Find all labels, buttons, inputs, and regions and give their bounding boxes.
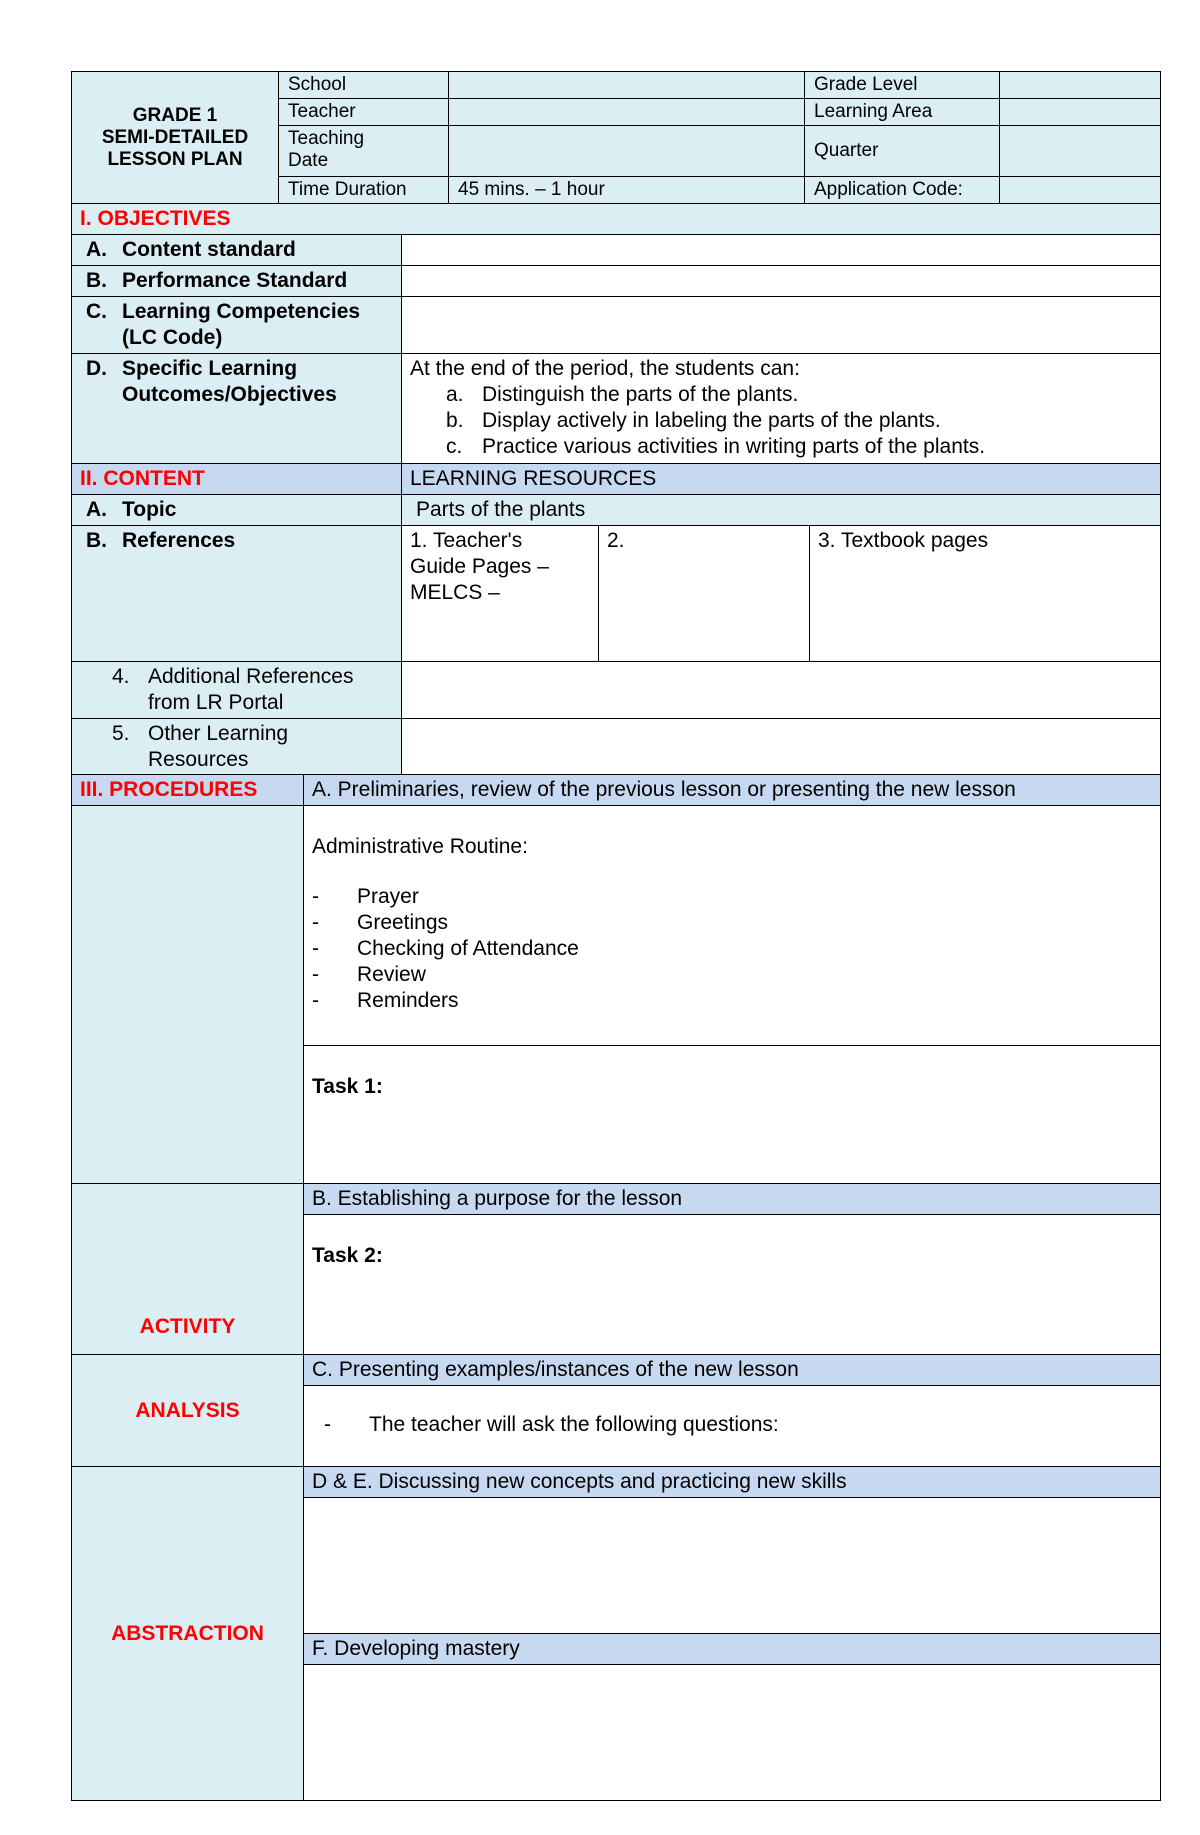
administrative-routine-cell (304, 806, 1161, 1046)
additional-references-value (402, 661, 1161, 718)
time-duration-value: 45 mins. – 1 hour (449, 177, 805, 204)
list-item: c. Practice various activities in writing parts of the plants. (446, 434, 986, 458)
discussing-concepts-content (304, 1498, 1161, 1634)
quarter-label: Quarter (805, 126, 1000, 177)
task-2: Task 2: (304, 1215, 1161, 1355)
objectives-heading: I. OBJECTIVES (72, 203, 1161, 234)
list-item: - Review (312, 963, 426, 986)
developing-mastery-content (304, 1665, 1161, 1801)
list-item: - Reminders (312, 989, 459, 1012)
establishing-purpose-heading: B. Establishing a purpose for the lesson (304, 1184, 1161, 1215)
objectives-content-table (71, 203, 1161, 776)
textbook-pages-reference: 3. Textbook pages (810, 525, 1161, 661)
performance-standard-value (402, 265, 1161, 296)
analysis-list (324, 1412, 1152, 1438)
list-item: - The teacher will ask the following questions: (324, 1413, 779, 1436)
content-heading: II. CONTENT (72, 463, 402, 494)
procedures-heading: III. PROCEDURES (72, 775, 304, 806)
learning-area-value (1000, 99, 1161, 126)
topic-value: Parts of the plants (402, 494, 1161, 525)
abstraction-label: ABSTRACTION (72, 1467, 304, 1801)
reference-2: 2. (599, 525, 810, 661)
learning-area-label: Learning Area (805, 99, 1000, 126)
teaching-date-label: Teaching Date (279, 126, 449, 177)
teacher-label: Teacher (279, 99, 449, 126)
developing-mastery-heading: F. Developing mastery (304, 1634, 1161, 1665)
grade-level-value (1000, 72, 1161, 99)
analysis-content (304, 1386, 1161, 1467)
analysis-label: ANALYSIS (72, 1355, 304, 1467)
preliminaries-heading: A. Preliminaries, review of the previous lesson or presenting the new lesson (304, 775, 1161, 806)
performance-standard-label: B. Performance Standard (72, 265, 402, 296)
header-table (71, 71, 1161, 204)
preliminaries-side-cell (72, 806, 304, 1184)
document-title: GRADE 1 SEMI-DETAILED LESSON PLAN (72, 72, 279, 204)
teacher-value (449, 99, 805, 126)
routine-list (312, 884, 1152, 1014)
topic-label: A. Topic (72, 494, 402, 525)
list-item: a. Distinguish the parts of the plants. (446, 382, 799, 406)
lesson-plan-document (71, 71, 1160, 1801)
application-code-value (1000, 177, 1161, 204)
quarter-value (1000, 126, 1161, 177)
references-label: B. References (72, 525, 402, 661)
learning-resources-heading: LEARNING RESOURCES (402, 463, 1161, 494)
other-resources-value (402, 718, 1161, 775)
time-duration-label: Time Duration (279, 177, 449, 204)
activity-label: ACTIVITY (72, 1184, 304, 1355)
school-value (449, 72, 805, 99)
list-item: - Greetings (312, 911, 449, 934)
list-item: - Prayer (312, 885, 419, 908)
objectives-list (410, 382, 1152, 460)
specific-objectives-value: At the end of the period, the students can: a. Distinguish the parts of the plants. b. Display actively in labeling the parts of the plants. c. Practice various activities in writing parts of the plants. (402, 353, 1161, 463)
teaching-date-value (449, 126, 805, 177)
procedures-table (71, 774, 1161, 1801)
list-item: b. Display actively in labeling the parts of the plants. (446, 408, 941, 432)
administrative-routine-label: Administrative Routine: (312, 835, 528, 858)
learning-competencies-value (402, 296, 1161, 353)
content-standard-label: A. Content standard (72, 234, 402, 265)
discussing-concepts-heading: D & E. Discussing new concepts and practicing new skills (304, 1467, 1161, 1498)
school-label: School (279, 72, 449, 99)
task-1: Task 1: (304, 1046, 1161, 1184)
learning-competencies-label: C. Learning Competencies (LC Code) (72, 296, 402, 353)
other-resources-label: 5. Other Learning Resources (72, 718, 402, 775)
presenting-examples-heading: C. Presenting examples/instances of the new lesson (304, 1355, 1161, 1386)
content-standard-value (402, 234, 1161, 265)
teachers-guide-reference: 1. Teacher's Guide Pages – MELCS – (402, 525, 599, 661)
specific-objectives-label: D. Specific Learning Outcomes/Objectives (72, 353, 402, 463)
additional-references-label: 4. Additional References from LR Portal (72, 661, 402, 718)
list-item: - Checking of Attendance (312, 937, 579, 960)
grade-level-label: Grade Level (805, 72, 1000, 99)
application-code-label: Application Code: (805, 177, 1000, 204)
